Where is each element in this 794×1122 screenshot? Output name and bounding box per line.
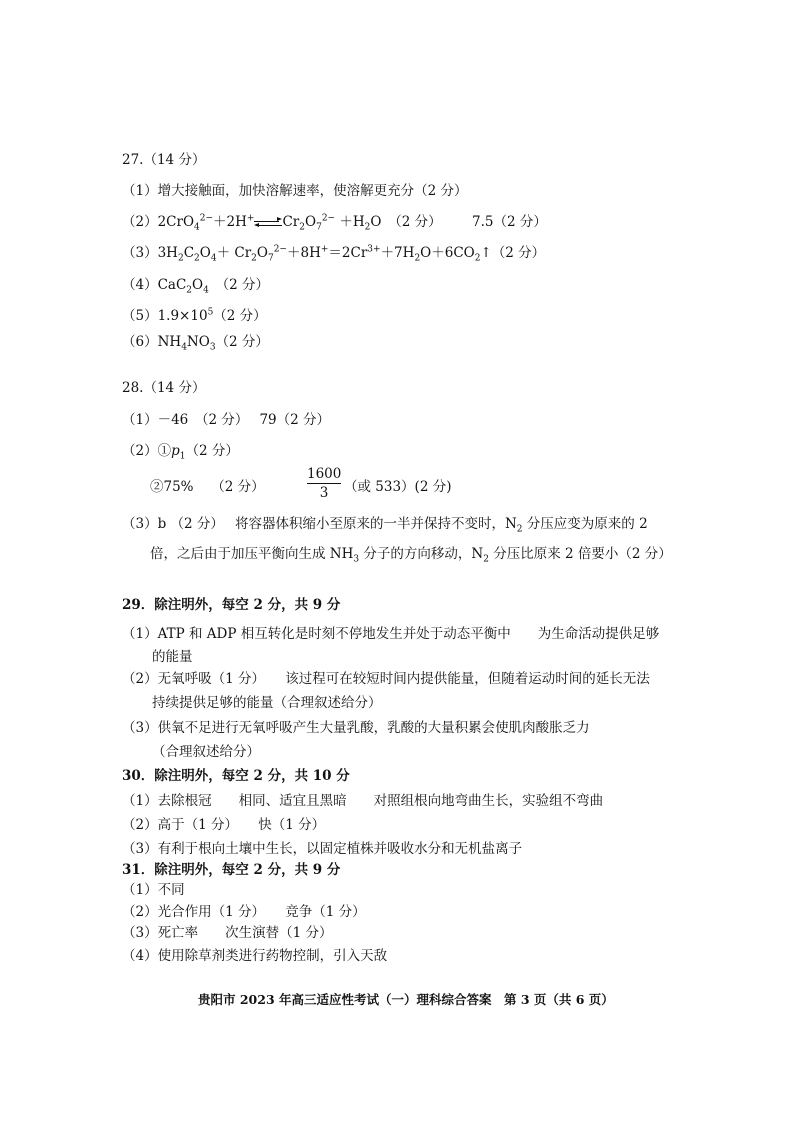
- q30-title: 30．除注明外，每空 2 分，共 10 分: [122, 768, 350, 784]
- q27-answer-3: $(3)3H_2C_2O_4+$ $Cr_2O_7^{2-}+8H^+=2Cr^{3+}+7H_2O+6CO_2↑(2$ 分）: [122, 244, 546, 264]
- fraction-bar: [307, 483, 341, 484]
- q28-answer-1: （1）－46 （2 分） 79（2 分）: [122, 412, 330, 428]
- q29-answer-3-line1: （3）供氧不足进行无氧呼吸产生大量乳酸，乳酸的大量积累会使肌肉酸胀乏力: [122, 720, 590, 736]
- q27-answer-6: $(6)NH_4NO_3(2$ 分）: [122, 334, 269, 353]
- q28-answer-3-line2: 倍，之后由于加压平衡向生成 $NH_3$ 分子的方向移动，$N_2$ 分压比原来 2 倍要小（2 分）: [150, 546, 672, 565]
- fraction-1600-over-3: [307, 466, 341, 501]
- page-footer: 贵阳市 2023 年高三适应性考试（一）理科综合答案 第 3 页（共 6 页）: [198, 992, 614, 1007]
- q29-answer-3-line2: （合理叙述给分）: [152, 744, 260, 760]
- q28-answer-3-line1: （3）b （2 分） 将容器体积缩小至原来的一半并保持不变时，$N_2$ 分压应变为原来的 2: [122, 516, 648, 535]
- q28-answer-2b-alt: （或 533）(2 分): [344, 479, 452, 495]
- q29-answer-2-line1: （2）无氧呼吸（1 分） 该过程可在较短时间内提供能量，但随着运动时间的延长无法: [122, 671, 650, 687]
- q30-answer-2: （2）高于（1 分） 快（1 分）: [122, 817, 326, 833]
- q31-answer-1: （1）不同: [122, 882, 185, 898]
- q29-answer-1-line1: （1）ATP 和 ADP 相互转化是时刻不停地发生并处于动态平衡中 为生命活动提供足够: [122, 626, 660, 642]
- q31-answer-2: （2）光合作用（1 分） 竞争（1 分）: [122, 904, 366, 920]
- q29-answer-1-line2: 的能量: [152, 649, 193, 665]
- q28-title: 28.（14 分）: [122, 380, 206, 396]
- equilibrium-arrow-icon: [254, 218, 282, 228]
- q29-title: 29．除注明外，每空 2 分，共 9 分: [122, 597, 341, 613]
- fraction-denominator: 3: [319, 485, 329, 501]
- fraction-numerator: 1600: [307, 466, 342, 482]
- q30-answer-1: （1）去除根冠 相同、适宜且黑暗 对照组根向地弯曲生长，实验组不弯曲: [122, 793, 604, 809]
- q31-answer-4: （4）使用除草剂类进行药物控制，引入天敌: [122, 948, 388, 964]
- q27-answer-5: $(5)1.9\times 10^5(2$ 分）: [122, 307, 267, 324]
- q27-answer-1: （1）增大接触面，加快溶解速率，使溶解更充分（2 分）: [122, 183, 468, 199]
- q28-answer-2b: ②75% （2 分）: [150, 479, 265, 495]
- q31-answer-3: （3）死亡率 次生演替（1 分）: [122, 925, 333, 941]
- q30-answer-3: （3）有利于根向土壤中生长，以固定植株并吸收水分和无机盐离子: [122, 841, 523, 857]
- q28-answer-2a: $(2)①p_1(2$ 分）: [122, 443, 239, 462]
- q31-title: 31．除注明外，每空 2 分，共 9 分: [122, 862, 341, 878]
- q27-answer-4: $(4)CaC_2O_4$ （2 分）: [122, 277, 269, 296]
- q27-answer-2-second: 7.5（2 分）: [472, 214, 547, 230]
- q29-answer-2-line2: 持续提供足够的能量（合理叙述给分）: [152, 695, 382, 711]
- q27-title: 27.（14 分）: [122, 152, 206, 168]
- q27-answer-2: （2）2CrO$_4^{2-}$＋2H+ $Cr_2O_7^{2-} +H_2O$ （2 分）: [122, 213, 442, 233]
